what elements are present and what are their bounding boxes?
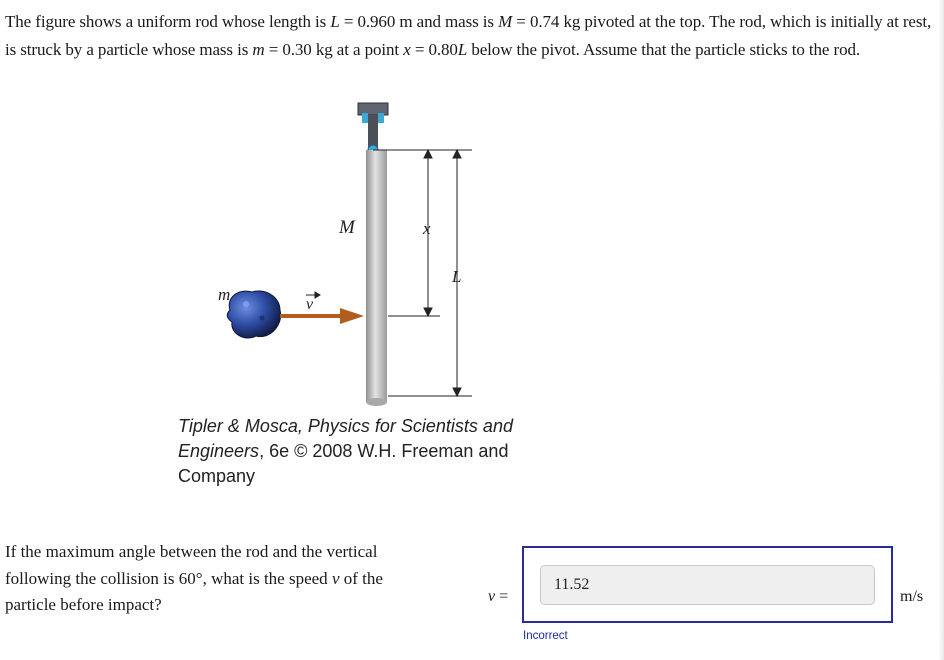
answer-status: Incorrect (523, 630, 568, 642)
answer-unit: m/s (900, 588, 924, 605)
particle (227, 291, 280, 338)
label-m: m (218, 285, 231, 304)
pivot-mount (358, 103, 388, 155)
label-L: L (452, 267, 462, 286)
velocity-arrow (280, 308, 364, 324)
figure-credit: Tipler & Mosca, Physics for Scientists and Engineers, 6e © 2008 W.H. Freeman and Company (178, 416, 513, 486)
problem-statement: The figure shows a uniform rod whose length is L = 0.960 m and mass is M = 0.74 kg pivoted at the top. The rod, which is initially at rest, is struck by a particle whose mass is m = 0.30 kg at a point x = 0.80L below the pivot. Assume that the particle sticks to the rod. (5, 12, 932, 59)
question-text: If the maximum angle between the rod and the vertical following the collision is 60°, what is the speed v of the particle before impact? (5, 542, 383, 614)
label-v: v (306, 296, 314, 313)
rod (366, 150, 387, 406)
page-edge-shadow (938, 0, 944, 660)
rod-collision-figure (170, 98, 550, 418)
answer-input[interactable]: 11.52 (540, 565, 875, 605)
answer-variable-label: v = (488, 588, 509, 605)
label-x: x (423, 219, 431, 238)
label-M: M (339, 217, 355, 238)
